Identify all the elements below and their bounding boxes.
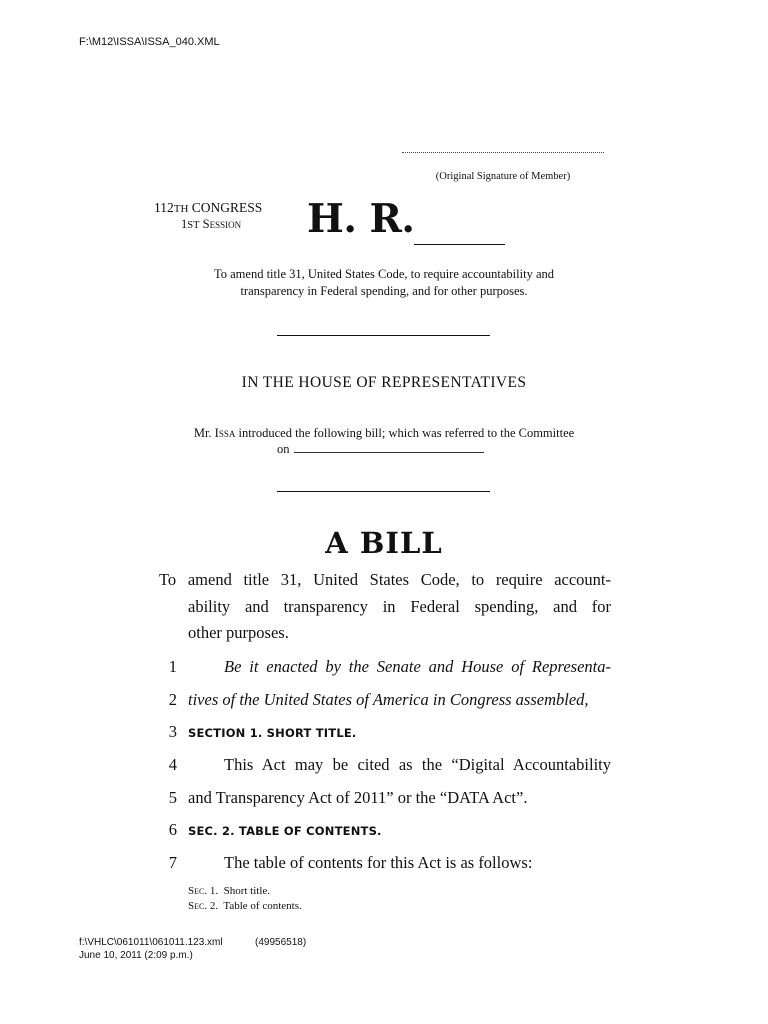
session-suffix: ST — [187, 220, 200, 231]
long-purpose — [159, 567, 611, 647]
bill-heading: A BILL — [325, 526, 443, 560]
footer-path: f:\VHLC\061011\061011.123.xml — [79, 937, 223, 948]
long-purpose-line-3: other purposes. — [188, 623, 289, 642]
session-word: Session — [202, 217, 242, 231]
sponsor-title: Mr. — [193, 426, 212, 440]
footer-code: (49956518) — [255, 937, 307, 948]
congress-word: CONGRESS — [191, 200, 263, 215]
toc-entry — [188, 899, 302, 914]
short-title-line-1: This Act may be cited as the “Digital Accountability — [224, 755, 611, 774]
sponsor-name: Issa — [214, 426, 236, 440]
bill-designation: H. R. — [307, 196, 415, 242]
section-2-heading: SEC. 2. TABLE OF CONTENTS. — [188, 824, 382, 838]
signature-line — [402, 152, 604, 153]
file-path-header: F:\M12\ISSA\ISSA_040.XML — [79, 36, 220, 48]
toc-entry-prefix: Sec. — [188, 885, 208, 897]
short-purpose-line-1: To amend title 31, United States Code, to require accountability and — [213, 267, 554, 281]
committee-blank — [294, 442, 484, 453]
line-number: 7 — [168, 853, 177, 872]
footer-date: June 10, 2011 (2:09 p.m.) — [79, 949, 193, 961]
line-number: 6 — [168, 820, 177, 839]
long-purpose-line-2: ability and transparency in Federal spending, and for — [188, 596, 611, 616]
enacting-clause-line-1: Be it enacted by the Senate and House of Representa- — [224, 657, 611, 676]
enacting-clause-line-2: tives of the United States of America in Congress assembled, — [188, 690, 589, 709]
divider-rule-bottom — [277, 491, 490, 492]
introduction-line-2 — [165, 441, 603, 457]
toc-entry-prefix: Sec. — [188, 900, 208, 912]
divider-rule-top — [277, 335, 490, 336]
toc-entry — [188, 884, 302, 899]
session-number: 1 — [181, 217, 188, 231]
congress-line — [154, 200, 262, 217]
short-title-line-2: and Transparency Act of 2011” or the “DATA Act”. — [188, 788, 528, 807]
bill-number-blank — [414, 244, 505, 245]
toc-entry-text: 1. Short title. — [209, 885, 271, 897]
line-number: 1 — [168, 657, 177, 676]
toc-entry-text: 2. Table of contents. — [209, 900, 302, 912]
line-number: 3 — [168, 722, 177, 741]
introduction-paragraph — [165, 425, 603, 457]
short-purpose — [178, 266, 590, 300]
house-heading: IN THE HOUSE OF REPRESENTATIVES — [241, 374, 527, 391]
line-number: 4 — [168, 755, 177, 774]
line-number: 2 — [168, 690, 177, 709]
congress-session-block — [154, 200, 262, 233]
section-1-heading: SECTION 1. SHORT TITLE. — [188, 726, 357, 740]
committee-on-label: on — [277, 442, 290, 456]
session-line — [154, 217, 262, 233]
congress-number: 112 — [154, 200, 174, 215]
footer — [79, 937, 307, 962]
introduction-text: introduced the following bill; which was referred to the Committee — [238, 426, 575, 440]
line-number: 5 — [168, 788, 177, 807]
toc-intro-line: The table of contents for this Act is as follows: — [224, 853, 533, 872]
congress-suffix: TH — [173, 203, 189, 215]
long-purpose-line-1: To amend title 31, United States Code, to require account- — [159, 570, 611, 589]
table-of-contents — [188, 884, 302, 914]
short-purpose-line-2: transparency in Federal spending, and for other purposes. — [240, 284, 528, 298]
signature-label: (Original Signature of Member) — [435, 171, 571, 182]
introduction-line-1 — [165, 425, 603, 441]
